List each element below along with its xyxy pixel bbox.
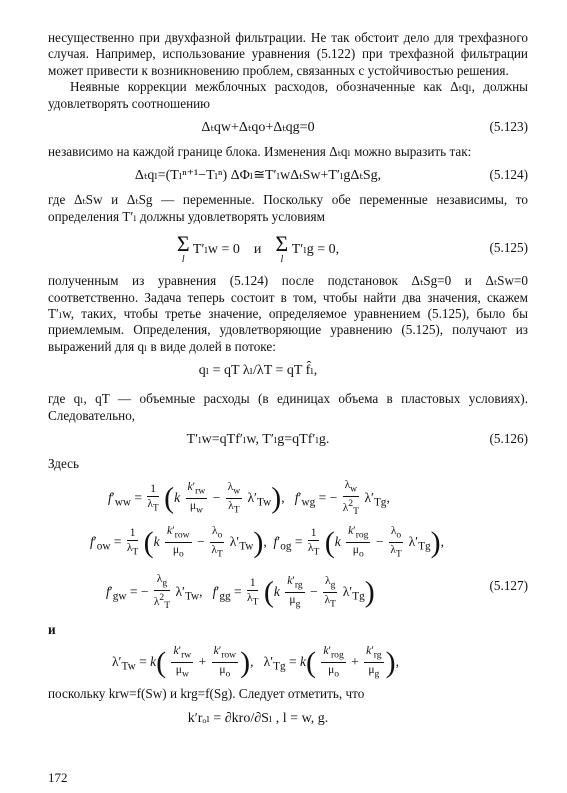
equation-5-126 xyxy=(48,427,528,453)
equation-flow-fraction xyxy=(48,358,528,388)
equation-5-125-right: T′ₗg = 0, xyxy=(291,242,340,258)
equation-5-123 xyxy=(48,115,528,141)
equation-f-ow: $f'_{ow}$ = $\frac{1}{\lambda_T}$ (k $k'_{row}$ $\mu_o$ − $\frac{\lambda_o}{\lambda_T}$ $\lambda'_{Tw}$), $f'_{og}$ = $\frac{1}{\lambda_T}$ (k $k'_{rog}$ $\mu_o$ − $\frac{\lambda_o}{\lambda_T}$ $\lambda'_{Tg}$), xyxy=(90,525,444,560)
paragraph-2: Неявные коррекции межблочных расходов, обозначенные как Δₜqₗ, должны удовлетворять соотношению xyxy=(48,79,528,111)
equation-f-gw: $f'_{gw}$ = − $\frac{\lambda_g}{\lambda^2_T}$ $\lambda'_{Tw}$, $f'_{gg}$ = $\frac{1}{\lambda_T}$ (k $\frac{k'_{rg}}{\mu_g}$ − $\frac{\lambda_g}{\lambda_T}$ $\lambda'_{Tg}$) xyxy=(106,573,375,612)
equation-krol-body: k′rₒₗ = ∂kro/∂Sₗ , l = w, g. xyxy=(187,710,329,726)
paragraph-5: полученным из уравнения (5.124) после подстановок ΔₜSg=0 и ΔₜSw=0 соответственно. Задача теперь состоит в том, чтобы найти два значения, скажем T′ₗw, таких, чтобы третье значение, определяемое уравнением (5.125), было бы приемлемым. Определения, удовлетворяющие уравнению (5.125), получают из выражений для qₗ в виде долей в потоке: xyxy=(48,273,528,354)
sum-symbol-2: Σ l xyxy=(275,231,289,266)
sum-symbol-1: Σ l xyxy=(176,231,190,266)
equation-5-125-left: T′ₗw = 0 xyxy=(192,242,240,258)
equation-krol xyxy=(48,706,528,738)
equation-5-125-number: (5.125) xyxy=(489,240,528,256)
paragraph-9: поскольку krw=f(Sw) и krg=f(Sg). Следует отметить, что xyxy=(48,686,365,702)
paragraph-6: где qₗ, qT — объемные расходы (в единицах объема в пластовых условиях). Следовательно, xyxy=(48,391,528,423)
equation-5-123-body: Δₜqw+Δₜqo+Δₜqg=0 xyxy=(201,120,315,136)
equation-5-124-body: Δₜqₗ=(Tₗⁿ⁺¹−Tₗⁿ) ΔΦₗ≅T′ₗwΔₜSw+T′ₗgΔₜSg, xyxy=(134,168,382,184)
equation-flow-fraction-body: qₗ = qT λₗ/λT = qT f̂ₗ, xyxy=(198,363,318,379)
paragraph-7: Здесь xyxy=(48,456,80,472)
paragraph-8: и xyxy=(48,622,56,638)
equation-5-125 xyxy=(48,228,528,270)
equation-5-124 xyxy=(48,163,528,189)
equation-5-126-body: T′ₗw=qTf′ₗw, T′ₗg=qTf′ₗg. xyxy=(186,432,330,448)
equation-5-127 xyxy=(48,474,528,620)
equation-5-125-and: и xyxy=(253,242,262,258)
paragraph-3: независимо на каждой границе блока. Изменения Δₜqₗ можно выразить так: xyxy=(48,144,472,160)
equation-lambda-prime: $\lambda'_{Tw} = k$( $\frac{k'_{rw}}{\mu_w}$ + $k'_{row}$ $\mu_o$ ), $\lambda'_{Tg} = k$( $k'_{rog}$ $\mu_o$ + $\frac{k'_{rg}}{\mu_g}$ ), xyxy=(112,645,399,680)
paragraph-1: несущественно при двухфазной фильтрации. Не так обстоит дело для трехфазного случая. Например, использование уравнения (5.122) при трехфазной фильтрации может привести к возникновению проблем, связанных с устойчивостью решения. xyxy=(48,30,528,78)
paragraph-4: где ΔₜSw и ΔₜSg — переменные. Поскольку обе переменные независимы, то определения T′ₗ должны удовлетворять условиям xyxy=(48,192,528,224)
page-number: 172 xyxy=(48,770,68,785)
equation-5-126-number: (5.126) xyxy=(489,431,528,447)
equation-5-124-number: (5.124) xyxy=(489,167,528,183)
equation-f-ww: $f'_{ww}$ = $\frac{1}{\lambda_T}$ (k $\frac{k'_{rw}}{\mu_w}$ − $\frac{\lambda_w}{\lambda_T}$ $\lambda'_{Tw}$), $f'_{wg}$ = − $\frac{\lambda_w}{\lambda^2_T}$ $\lambda'_{Tg}$, xyxy=(108,479,390,518)
equation-5-123-number: (5.123) xyxy=(489,119,528,135)
page-content xyxy=(48,30,528,741)
equation-5-127-number: (5.127) xyxy=(489,578,528,594)
